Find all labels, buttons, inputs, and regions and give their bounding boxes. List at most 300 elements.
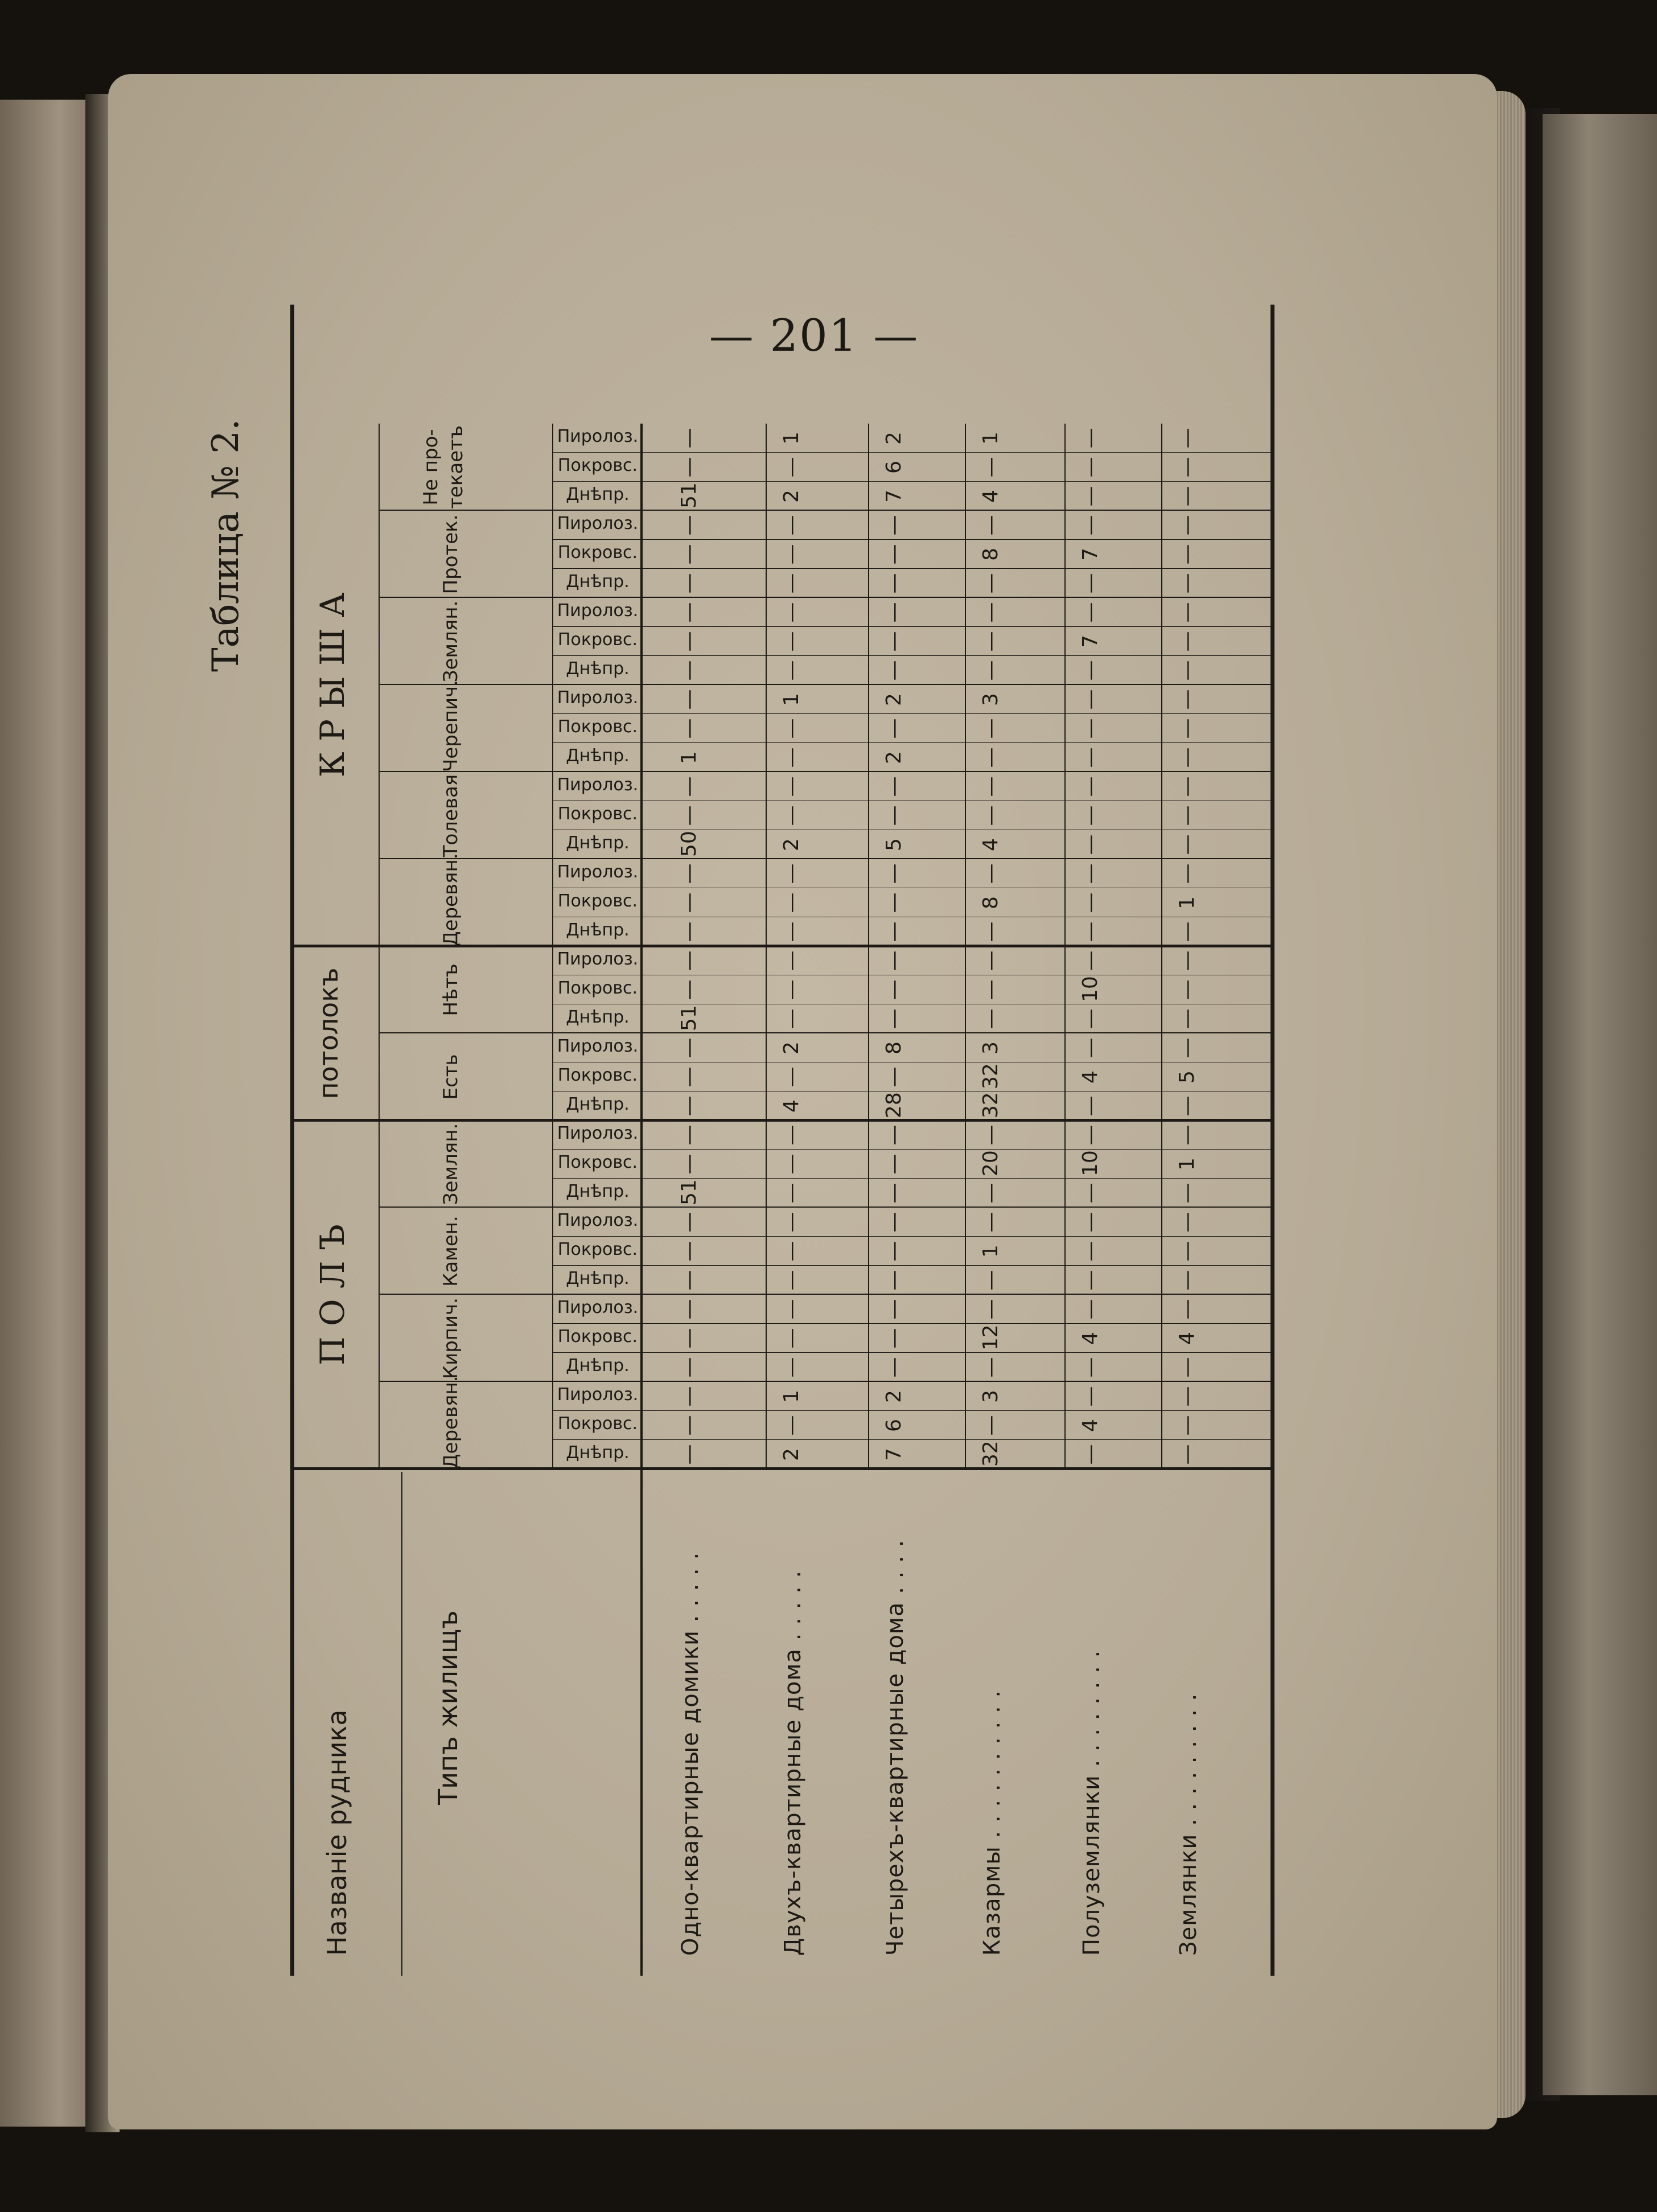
section-header: П О Л Ъ — [313, 1224, 352, 1365]
table-cell: — — [979, 660, 1002, 681]
group-rule — [379, 1294, 1272, 1295]
table-cell: — — [780, 1154, 803, 1175]
table-cell: — — [677, 1095, 701, 1117]
table-cell: — — [677, 660, 701, 681]
column-rule — [552, 626, 1272, 627]
table-cell: 2 — [882, 751, 906, 764]
table-cell: 1 — [979, 1245, 1002, 1258]
table-cell: — — [1175, 660, 1199, 681]
table-cell: 51 — [677, 1179, 701, 1205]
table-cell: — — [882, 1125, 906, 1146]
column-rule — [552, 481, 1272, 482]
table-cell: 7 — [882, 1448, 906, 1461]
table-cell: — — [677, 892, 701, 913]
table-cell: — — [1079, 1270, 1102, 1291]
table-cell: 1 — [1175, 896, 1199, 909]
table-cell: 8 — [979, 896, 1002, 909]
mine-subheader: Днѣпр. — [566, 833, 630, 853]
table-cell: — — [677, 515, 701, 536]
mine-subheader: Пиролоз. — [557, 1385, 639, 1405]
table-cell: — — [1175, 1357, 1199, 1378]
column-rule — [552, 713, 1272, 714]
table-cell: 7 — [1079, 548, 1102, 561]
mine-subheader: Покровс. — [557, 1414, 638, 1434]
table-cell: 4 — [1079, 1419, 1102, 1432]
mine-subheader: Покровс. — [557, 455, 638, 476]
table-cell: — — [1175, 1444, 1199, 1465]
table-cell: — — [1175, 863, 1199, 884]
table-cell: — — [780, 863, 803, 884]
mine-subheader: Покровс. — [557, 891, 638, 912]
table-cell: — — [882, 863, 906, 884]
mine-subheader: Днѣпр. — [566, 1094, 630, 1115]
left-page-edge — [0, 100, 100, 2127]
group-header: Черепич. — [439, 680, 462, 772]
table-cell: 7 — [1079, 635, 1102, 648]
table-cell: — — [677, 631, 701, 652]
table-cell: 4 — [1175, 1332, 1199, 1345]
table-cell: — — [677, 602, 701, 623]
table-cell: — — [677, 573, 701, 594]
row-label: Полуземлянки . . . . . . . . — [1079, 1649, 1105, 1956]
table-cell: — — [780, 718, 803, 739]
table-cell: — — [1175, 428, 1199, 449]
table-cell: — — [780, 544, 803, 565]
row-rule — [965, 424, 966, 1469]
table-cell: — — [882, 660, 906, 681]
table-cell: — — [677, 1270, 701, 1291]
table-cell: — — [780, 892, 803, 913]
table-cell: — — [882, 776, 906, 797]
table-cell: 3 — [979, 693, 1002, 706]
table-cell: 10 — [1079, 976, 1102, 1002]
row-rule — [766, 424, 767, 1469]
table-cell: 2 — [780, 838, 803, 851]
table-cell: — — [780, 660, 803, 681]
table-cell: — — [882, 1154, 906, 1175]
table-cell: — — [677, 805, 701, 826]
table-cell: — — [677, 428, 701, 449]
group-header: Кирпич. — [439, 1297, 462, 1380]
label-column-rule — [290, 1467, 1272, 1470]
table-cell: — — [780, 573, 803, 594]
column-rule — [552, 1323, 1272, 1324]
mine-subheader: Покровс. — [557, 1327, 638, 1347]
table-cell: — — [979, 747, 1002, 768]
row-label: Землянки . . . . . . . . . — [1175, 1693, 1202, 1956]
table-cell: — — [1175, 776, 1199, 797]
table-cell: 50 — [677, 831, 701, 857]
column-rule — [552, 1236, 1272, 1237]
table-cell: 8 — [979, 548, 1002, 561]
table-cell: — — [780, 1357, 803, 1378]
table-cell: — — [1175, 834, 1199, 855]
table-cell: 6 — [882, 461, 906, 474]
group-rule — [379, 510, 1272, 511]
table-cell: — — [1079, 457, 1102, 478]
table-cell: — — [780, 1183, 803, 1204]
table-cell: — — [780, 805, 803, 826]
mine-subheader: Днѣпр. — [566, 1443, 630, 1463]
table-cell: — — [979, 863, 1002, 884]
table-cell: — — [882, 544, 906, 565]
table-cell: — — [1175, 573, 1199, 594]
table-cell: — — [677, 1154, 701, 1175]
table-cell: — — [1175, 805, 1199, 826]
table-cell: — — [1079, 1183, 1102, 1204]
column-rule — [552, 1149, 1272, 1150]
page-number: — 201 — — [709, 310, 919, 362]
table-cell: — — [882, 1212, 906, 1233]
table-cell: — — [1175, 1270, 1199, 1291]
table-cell: — — [979, 1183, 1002, 1204]
table-cell: 4 — [780, 1099, 803, 1113]
mine-subheader: Покровс. — [557, 717, 638, 737]
table-cell: — — [780, 1299, 803, 1320]
table-cell: — — [1175, 457, 1199, 478]
table-cell: — — [780, 1212, 803, 1233]
table-cell: — — [1175, 747, 1199, 768]
mine-subheader: Пиролоз. — [557, 688, 639, 708]
section-rule — [290, 945, 1272, 947]
table-cell: — — [780, 1066, 803, 1087]
table-cell: — — [677, 1212, 701, 1233]
table-cell: — — [1079, 486, 1102, 507]
table-cell: — — [882, 979, 906, 1000]
table-cell: — — [1079, 718, 1102, 739]
table-cell: — — [1175, 979, 1199, 1000]
table-cell: — — [1175, 1241, 1199, 1262]
table-cell: 7 — [882, 490, 906, 503]
mine-subheader: Пиролоз. — [557, 1298, 639, 1318]
table-cell: — — [1079, 573, 1102, 594]
table-cell: — — [1175, 1037, 1199, 1058]
table-cell: — — [1079, 689, 1102, 710]
mine-subheader: Пиролоз. — [557, 426, 639, 447]
table-cell: 28 — [882, 1092, 906, 1118]
header-bottom-rule — [640, 424, 643, 1976]
table-cell: — — [1079, 747, 1102, 768]
mine-subheader: Днѣпр. — [566, 1356, 630, 1376]
table-cell: — — [1079, 1125, 1102, 1146]
group-header: Не про- текаетъ — [420, 425, 467, 509]
table-cell: — — [780, 1241, 803, 1262]
column-rule — [552, 1178, 1272, 1179]
table-cell: — — [677, 1299, 701, 1320]
table-cell: — — [1175, 950, 1199, 971]
mine-subheader: Покровс. — [557, 978, 638, 999]
table-cell: 2 — [882, 432, 906, 445]
table-cell: — — [882, 602, 906, 623]
table-cell: 32 — [979, 1092, 1002, 1118]
group-rule — [379, 1381, 1272, 1382]
table-cell: 1 — [780, 432, 803, 445]
table-cell: — — [780, 950, 803, 971]
table-cell: — — [1079, 428, 1102, 449]
mine-subheader: Покровс. — [557, 804, 638, 824]
table-cell: — — [1175, 1212, 1199, 1233]
table-cell: — — [780, 1125, 803, 1146]
table-cell: 2 — [780, 1448, 803, 1461]
table-cell: — — [979, 805, 1002, 826]
table-cell: 1 — [1175, 1158, 1199, 1171]
corner-mine-label: Названіе рудника — [322, 1709, 352, 1956]
corner-type-label: Типъ жилищъ — [433, 1610, 463, 1805]
group-header: Землян. — [439, 600, 462, 683]
table-cell: — — [677, 979, 701, 1000]
table-cell: — — [882, 1270, 906, 1291]
table-cell: 51 — [677, 1005, 701, 1031]
table-cell: — — [780, 776, 803, 797]
row-label: Двухъ-квартирные дома . . . . . — [780, 1570, 806, 1956]
table-cell: 4 — [1079, 1332, 1102, 1345]
table-cell: — — [882, 631, 906, 652]
column-rule — [552, 1439, 1272, 1440]
table-cell: — — [677, 1037, 701, 1058]
table-cell: — — [1079, 1357, 1102, 1378]
table-cell: — — [780, 457, 803, 478]
table-cell: — — [979, 602, 1002, 623]
table-cell: — — [979, 1270, 1002, 1291]
group-rule — [379, 1206, 1272, 1208]
table-cell: 6 — [882, 1419, 906, 1432]
table-cell: — — [1175, 718, 1199, 739]
table-cell: — — [979, 921, 1002, 942]
group-header: Есть — [439, 1054, 462, 1100]
table-cell: — — [677, 950, 701, 971]
table-cell: 4 — [979, 838, 1002, 851]
table-cell: — — [1079, 660, 1102, 681]
mine-subheader: Пиролоз. — [557, 1210, 639, 1231]
table-cell: — — [1175, 1299, 1199, 1320]
table-cell: — — [1079, 602, 1102, 623]
mine-subheader: Пиролоз. — [557, 1123, 639, 1144]
table-cell: — — [677, 544, 701, 565]
table-cell: — — [780, 921, 803, 942]
table-cell: — — [979, 631, 1002, 652]
table-cell: 32 — [979, 1441, 1002, 1467]
table-cell: — — [677, 1066, 701, 1087]
table-cell: — — [979, 718, 1002, 739]
table-cell: 12 — [979, 1324, 1002, 1351]
table-cell: — — [882, 1299, 906, 1320]
group-header: Землян. — [439, 1123, 462, 1205]
top-rule — [290, 305, 294, 1976]
table-cell: — — [882, 1357, 906, 1378]
table-cell: — — [882, 1241, 906, 1262]
table-cell: — — [677, 921, 701, 942]
group-header: Деревян. — [439, 1376, 462, 1469]
table-cell: — — [1079, 1444, 1102, 1465]
table-cell: — — [882, 805, 906, 826]
table-cell: — — [979, 1212, 1002, 1233]
table-cell: — — [1175, 1183, 1199, 1204]
table-cell: — — [677, 1415, 701, 1436]
group-header: Деревян. — [439, 853, 462, 946]
table-cell: 2 — [780, 490, 803, 503]
table-cell: 5 — [882, 838, 906, 851]
table-cell: — — [979, 1415, 1002, 1436]
corner-diagonal-rule — [401, 1472, 402, 1976]
table-cell: — — [882, 573, 906, 594]
section-header: К Р Ы Ш А — [313, 592, 352, 778]
table-cell: 51 — [677, 482, 701, 508]
table-cell: — — [1175, 1386, 1199, 1407]
table-cell: — — [1079, 1095, 1102, 1117]
row-rule — [1064, 424, 1066, 1469]
table-cell: 1 — [780, 1390, 803, 1403]
table-cell: 4 — [979, 490, 1002, 503]
table-cell: — — [677, 457, 701, 478]
column-rule — [552, 742, 1272, 743]
table-cell: — — [677, 1241, 701, 1262]
column-rule — [552, 655, 1272, 656]
table-cell: — — [1175, 602, 1199, 623]
table-cell: 5 — [1175, 1070, 1199, 1084]
table-cell: — — [882, 1183, 906, 1204]
mine-subheader: Пиролоз. — [557, 949, 639, 970]
table-cell: — — [1175, 1008, 1199, 1029]
table-cell: — — [780, 631, 803, 652]
table-cell: — — [979, 1125, 1002, 1146]
table-cell: — — [979, 457, 1002, 478]
table-cell: — — [677, 1328, 701, 1349]
bottom-rule — [1270, 305, 1274, 1976]
table-cell: — — [780, 1415, 803, 1436]
table-cell: — — [780, 1328, 803, 1349]
mine-subheader: Пиролоз. — [557, 514, 639, 534]
group-rule — [379, 1032, 1272, 1033]
table-cell: — — [677, 863, 701, 884]
table-cell: — — [1079, 1212, 1102, 1233]
table-cell: — — [1175, 515, 1199, 536]
table-cell: — — [979, 950, 1002, 971]
table-cell: — — [882, 921, 906, 942]
group-rule — [379, 771, 1272, 772]
table-cell: — — [780, 515, 803, 536]
column-rule — [552, 452, 1272, 453]
table-cell: — — [1079, 950, 1102, 971]
table-cell: 3 — [979, 1041, 1002, 1054]
table-cell: 2 — [780, 1041, 803, 1054]
group-header: Нѣтъ — [439, 963, 462, 1016]
row-label: Одно-квартирные домики . . . . . — [677, 1552, 704, 1956]
table-cell: — — [780, 747, 803, 768]
right-background — [1543, 114, 1657, 2095]
table-cell: — — [780, 1008, 803, 1029]
mine-subheader: Днѣпр. — [566, 920, 630, 941]
row-rule — [868, 424, 869, 1469]
table-cell: — — [1175, 1415, 1199, 1436]
mine-subheader: Днѣпр. — [566, 485, 630, 505]
table-cell: — — [1079, 1008, 1102, 1029]
table-cell: — — [979, 515, 1002, 536]
table-cell: 2 — [882, 693, 906, 706]
table-caption: Таблица № 2. — [205, 418, 247, 672]
group-rule — [379, 597, 1272, 598]
table-cell: — — [1079, 1037, 1102, 1058]
mine-subheader: Днѣпр. — [566, 572, 630, 592]
table-cell: — — [882, 1066, 906, 1087]
table-cell: — — [1079, 776, 1102, 797]
table-2 — [205, 290, 1309, 1976]
table-cell: 1 — [979, 432, 1002, 445]
table-cell: — — [677, 1386, 701, 1407]
table-cell: — — [1175, 921, 1199, 942]
table-cell: — — [979, 573, 1002, 594]
table-cell: — — [780, 979, 803, 1000]
table-cell: 10 — [1079, 1150, 1102, 1176]
table-cell: — — [1175, 1125, 1199, 1146]
mine-subheader: Покровс. — [557, 630, 638, 650]
table-cell: — — [882, 1008, 906, 1029]
table-cell: — — [1079, 1241, 1102, 1262]
table-cell: — — [780, 1270, 803, 1291]
table-cell: — — [677, 689, 701, 710]
table-cell: — — [1175, 631, 1199, 652]
row-rule — [1161, 424, 1162, 1469]
table-cell: — — [1079, 863, 1102, 884]
table-cell: — — [1175, 544, 1199, 565]
group-header-rule — [552, 424, 553, 1469]
table-cell: — — [882, 950, 906, 971]
table-cell: — — [979, 1357, 1002, 1378]
table-cell: — — [882, 718, 906, 739]
table-cell: — — [677, 1357, 701, 1378]
table-cell: 32 — [979, 1063, 1002, 1089]
table-cell: — — [882, 892, 906, 913]
table-cell: 1 — [677, 751, 701, 764]
table-cell: — — [780, 602, 803, 623]
table-cell: — — [1079, 834, 1102, 855]
group-header: Протек. — [439, 514, 462, 594]
table-cell: — — [1079, 921, 1102, 942]
group-header: Камен. — [439, 1216, 462, 1287]
table-cell: — — [1079, 1299, 1102, 1320]
column-rule — [552, 539, 1272, 540]
column-rule — [552, 568, 1272, 569]
table-cell: 2 — [882, 1390, 906, 1403]
column-rule — [552, 1352, 1272, 1353]
mine-subheader: Покровс. — [557, 543, 638, 563]
table-cell: — — [979, 979, 1002, 1000]
mine-subheader: Покровс. — [557, 1152, 638, 1173]
table-cell: 4 — [1079, 1070, 1102, 1084]
mine-subheader: Пиролоз. — [557, 775, 639, 795]
table-cell: — — [677, 1444, 701, 1465]
mine-subheader: Днѣпр. — [566, 659, 630, 679]
table-cell: 8 — [882, 1041, 906, 1054]
table-cell: 20 — [979, 1150, 1002, 1176]
column-rule — [552, 1410, 1272, 1411]
section-header: потолокъ — [313, 967, 344, 1099]
mine-subheader: Днѣпр. — [566, 1007, 630, 1028]
table-cell: — — [1079, 805, 1102, 826]
table-cell: 1 — [780, 693, 803, 706]
table-cell: — — [1079, 1386, 1102, 1407]
table-cell: — — [1079, 515, 1102, 536]
group-header: Толевая — [439, 774, 462, 857]
mine-subheader: Пиролоз. — [557, 601, 639, 621]
table-cell: — — [882, 1328, 906, 1349]
row-label: Казармы . . . . . . . . . . — [979, 1689, 1005, 1956]
section-header-rule — [379, 424, 380, 1469]
table-cell: — — [1175, 689, 1199, 710]
group-rule — [379, 684, 1272, 685]
table-cell: — — [1175, 486, 1199, 507]
row-label: Четырехъ-квартирные дома . . . . — [882, 1539, 908, 1956]
mine-subheader: Покровс. — [557, 1065, 638, 1086]
